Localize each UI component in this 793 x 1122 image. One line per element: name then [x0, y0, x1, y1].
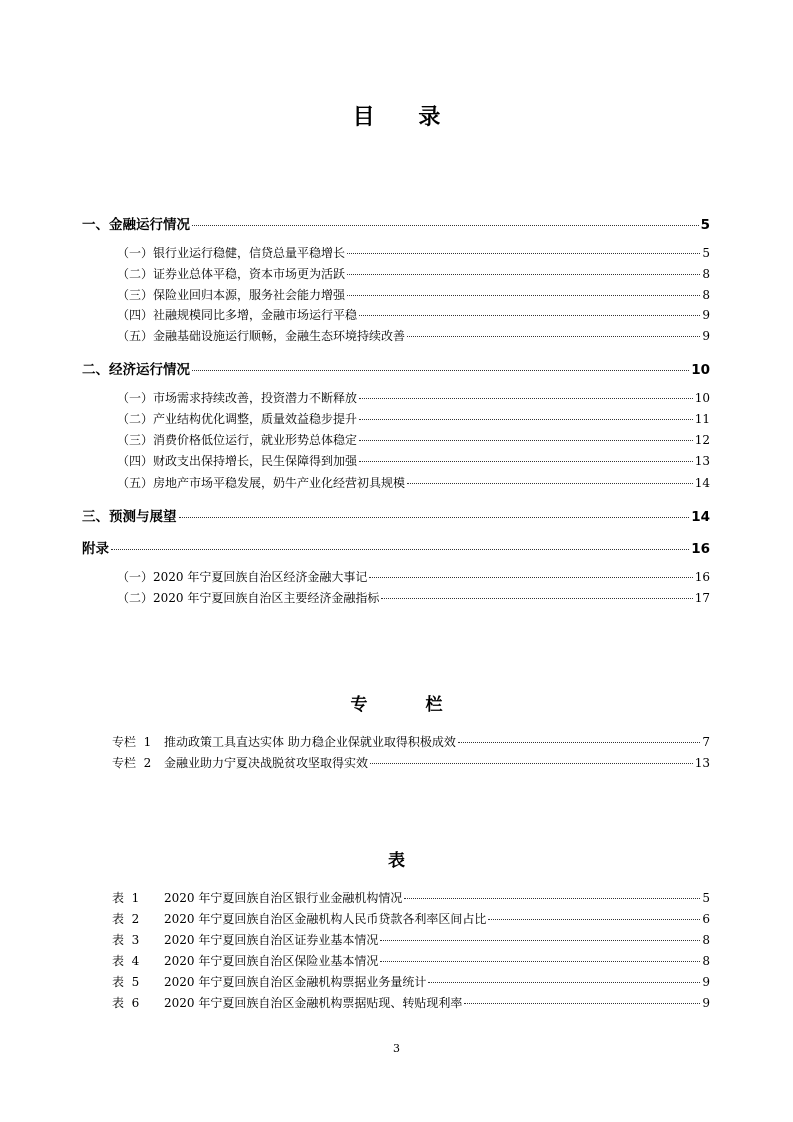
- dot-leader: [111, 549, 689, 550]
- entry-prefix: 专栏 1: [112, 735, 152, 749]
- entry-text: 2020 年宁夏回族自治区保险业基本情况: [164, 954, 379, 968]
- toc-entry-text: 二、经济运行情况: [82, 362, 190, 378]
- dot-leader: [359, 315, 700, 316]
- entry-prefix: 表 4: [112, 954, 140, 968]
- dot-leader: [347, 253, 700, 254]
- dot-leader: [359, 398, 693, 399]
- toc-entry-page: 11: [694, 412, 710, 426]
- entry-page: 6: [702, 912, 710, 926]
- toc-subsection-entry[interactable]: [117, 431, 710, 448]
- toc-entry-page: 9: [702, 329, 710, 343]
- columns-section-title: 专 栏: [350, 695, 469, 715]
- entry-prefix: 表 3: [112, 933, 140, 947]
- entry-page: 9: [702, 975, 710, 989]
- entry-prefix: 表 5: [112, 975, 140, 989]
- entry-text: 2020 年宁夏回族自治区金融机构票据贴现、转贴现利率: [164, 996, 463, 1010]
- entry-page: 8: [702, 954, 710, 968]
- toc-entry-text: （二）2020 年宁夏回族自治区主要经济金融指标: [117, 591, 380, 605]
- toc-entry-text: （五）房地产市场平稳发展，奶牛产业化经营初具规模: [117, 476, 406, 490]
- toc-entry-text: （五）金融基础设施运行顺畅，金融生态环境持续改善: [117, 329, 406, 343]
- column-entry[interactable]: [112, 733, 710, 750]
- dot-leader: [380, 961, 700, 962]
- dot-leader: [380, 940, 700, 941]
- toc-entry-text: （二）证券业总体平稳，资本市场更为活跃: [117, 267, 346, 281]
- toc-subsection-entry[interactable]: [117, 589, 710, 606]
- toc-subsection-entry[interactable]: [117, 410, 710, 427]
- table-entry[interactable]: [112, 973, 710, 990]
- dot-leader: [359, 461, 693, 462]
- toc-subsection-entry[interactable]: [117, 474, 710, 491]
- toc-entry-page: 13: [694, 454, 710, 468]
- toc-entry-text: （四）财政支出保持增长，民生保障得到加强: [117, 454, 358, 468]
- toc-entry-page: 8: [702, 288, 710, 302]
- toc-entry-text: （一）市场需求持续改善，投资潜力不断释放: [117, 391, 358, 405]
- entry-text: 2020 年宁夏回族自治区银行业金融机构情况: [164, 891, 403, 905]
- entry-text: 2020 年宁夏回族自治区金融机构人民币贷款各利率区间占比: [164, 912, 487, 926]
- entry-page: 9: [702, 996, 710, 1010]
- entry-page: 8: [702, 933, 710, 947]
- dot-leader: [404, 898, 700, 899]
- toc-entry-text: （四）社融规模同比多增，金融市场运行平稳: [117, 308, 358, 322]
- toc-subsection-entry[interactable]: [117, 452, 710, 469]
- dot-leader: [464, 1003, 700, 1004]
- toc-subsection-entry[interactable]: [117, 244, 710, 261]
- dot-leader: [192, 225, 699, 226]
- entry-prefix: 表 6: [112, 996, 140, 1010]
- toc-entry-page: 14: [694, 476, 710, 490]
- dot-leader: [428, 982, 700, 983]
- dot-leader: [359, 419, 693, 420]
- toc-entry-text: 三、预测与展望: [82, 509, 177, 525]
- dot-leader: [347, 274, 700, 275]
- toc-subsection-entry[interactable]: [117, 286, 710, 303]
- toc-entry-page: 5: [702, 246, 710, 260]
- toc-entry-page: 8: [702, 267, 710, 281]
- dot-leader: [179, 517, 690, 518]
- entry-prefix: 表 1: [112, 891, 140, 905]
- toc-entry-page: 5: [700, 217, 710, 233]
- column-entry[interactable]: [112, 754, 710, 771]
- toc-entry-page: 9: [702, 308, 710, 322]
- dot-leader: [407, 483, 693, 484]
- toc-entry-text: （三）消费价格低位运行，就业形势总体稳定: [117, 433, 358, 447]
- dot-leader: [407, 336, 700, 337]
- entry-prefix: 专栏 2: [112, 756, 152, 770]
- toc-entry-page: 17: [694, 591, 710, 605]
- toc-subsection-entry[interactable]: [117, 265, 710, 282]
- toc-subsection-entry[interactable]: [117, 327, 710, 344]
- toc-entry-page: 10: [694, 391, 710, 405]
- table-entry[interactable]: [112, 910, 710, 927]
- dot-leader: [381, 598, 692, 599]
- entry-prefix: 表 2: [112, 912, 140, 926]
- toc-chapter-entry[interactable]: [82, 537, 710, 557]
- table-entry[interactable]: [112, 889, 710, 906]
- dot-leader: [369, 577, 692, 578]
- toc-chapter-entry[interactable]: [82, 358, 710, 378]
- table-entry[interactable]: [112, 931, 710, 948]
- toc-entry-page: 16: [694, 570, 710, 584]
- toc-entry-text: （一）银行业运行稳健，信贷总量平稳增长: [117, 246, 346, 260]
- entry-page: 5: [702, 891, 710, 905]
- dot-leader: [347, 295, 700, 296]
- table-entry[interactable]: [112, 994, 710, 1011]
- toc-entry-page: 12: [694, 433, 710, 447]
- toc-subsection-entry[interactable]: [117, 568, 710, 585]
- dot-leader: [370, 763, 693, 764]
- toc-title: 目 录: [352, 105, 459, 130]
- toc-chapter-entry[interactable]: [82, 505, 710, 525]
- toc-entry-text: （二）产业结构优化调整，质量效益稳步提升: [117, 412, 358, 426]
- entry-text: 金融业助力宁夏决战脱贫攻坚取得实效: [164, 756, 369, 770]
- dot-leader: [458, 742, 701, 743]
- toc-entry-page: 14: [691, 509, 710, 525]
- dot-leader: [192, 370, 689, 371]
- toc-entry-page: 16: [691, 541, 710, 557]
- entry-page: 7: [702, 735, 710, 749]
- table-entry[interactable]: [112, 952, 710, 969]
- tables-section-title: 表: [388, 851, 405, 871]
- toc-entry-page: 10: [691, 362, 710, 378]
- toc-entry-text: 一、金融运行情况: [82, 217, 190, 233]
- toc-entry-text: （三）保险业回归本源，服务社会能力增强: [117, 288, 346, 302]
- toc-entry-text: 附录: [82, 541, 109, 557]
- toc-subsection-entry[interactable]: [117, 306, 710, 323]
- entry-text: 2020 年宁夏回族自治区证券业基本情况: [164, 933, 379, 947]
- entry-text: 2020 年宁夏回族自治区金融机构票据业务量统计: [164, 975, 427, 989]
- entry-text: 推动政策工具直达实体 助力稳企业保就业取得积极成效: [164, 735, 456, 749]
- entry-page: 13: [694, 756, 710, 770]
- toc-entry-text: （一）2020 年宁夏回族自治区经济金融大事记: [117, 570, 368, 584]
- dot-leader: [359, 440, 693, 441]
- toc-chapter-entry[interactable]: [82, 213, 710, 233]
- page-number: 3: [393, 1042, 400, 1055]
- toc-subsection-entry[interactable]: [117, 389, 710, 406]
- dot-leader: [488, 919, 700, 920]
